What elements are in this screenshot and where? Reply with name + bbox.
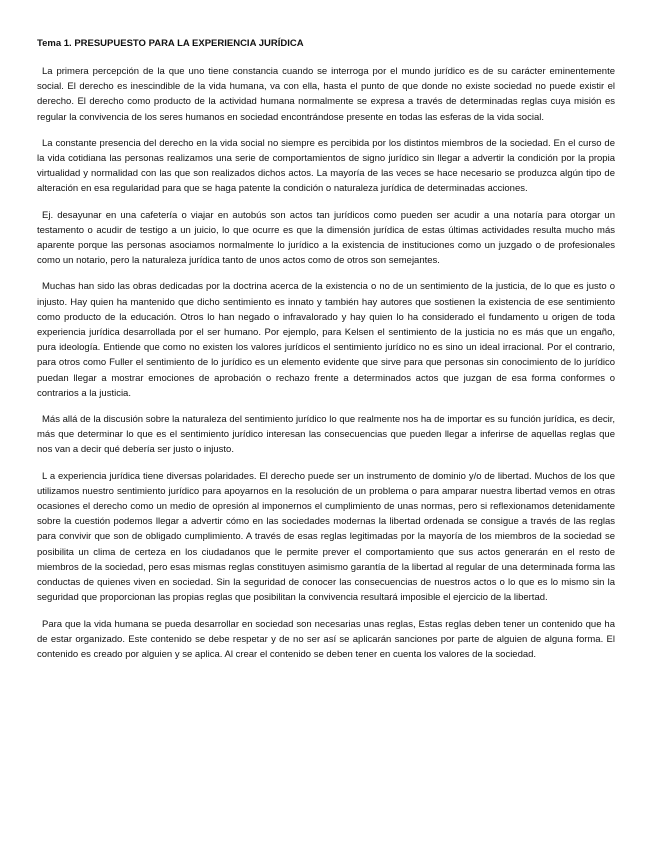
document-title: Tema 1. PRESUPUESTO PARA LA EXPERIENCIA JURÍDICA <box>37 38 304 49</box>
paragraph-7: Para que la vida humana se pueda desarrollar en sociedad son necesarias unas reglas, Estas reglas deben tener un contenido que ha de estar organizado. Este contenido se debe respetar y de no ser así se aplicarán sanciones por parte de alguien de alguna forma. El contenido es creado por alguien y se aplica. Al crear el contenido se deben tener en cuenta los valores de la sociedad. <box>37 618 615 660</box>
document-page <box>37 36 615 673</box>
paragraph-2: La constante presencia del derecho en la vida social no siempre es percibida por los distintos miembros de la sociedad. En el curso de la vida cotidiana las personas realizamos una serie de comportamientos de signo jurídico sin llegar a advertir la condición por la propia virtualidad y normalidad con las que son realizados dichos actos. La mayoría de las veces se hace necesario se produzca algún tipo de alteración en esa regularidad para que se haga patente la condición o naturaleza jurídica de determinadas acciones. <box>37 137 615 195</box>
paragraph-5: Más allá de la discusión sobre la naturaleza del sentimiento jurídico lo que realmente nos ha de importar es su función jurídica, es decir, más que determinar lo que es el sentimiento jurídico interesan las consecuencias que pueden llegar a inferirse de aquellas reglas que nos van a decir qué debería ser justo o injusto. <box>37 414 615 456</box>
paragraph-3: Ej. desayunar en una cafetería o viajar en autobús son actos tan jurídicos como pueden ser acudir a una notaría para otorgar un testamento o acudir de testigo a un juicio, lo que ocurre es que la dimensión jurídica de estas últimas actividades resulta mucho más aparente porque las personas asociamos normalmente lo jurídico a la existencia de instituciones como un juzgado o de profesionales como un notario, pero la naturaleza jurídica tanto de unos actos como de otros son semejantes. <box>37 209 615 267</box>
paragraph-4: Muchas han sido las obras dedicadas por la doctrina acerca de la existencia o no de un sentimiento de la justicia, de lo que es justo o injusto. Hay quien ha mantenido que dicho sentimiento es innato y también hay autores que sostienen la existencia de ese sentimiento como producto de la educación. Otros lo han negado o infravalorado y hay quien lo ha considerado el fundamento u origen de toda experiencia jurídica desarrollada por el ser humano. Por ejemplo, para Kelsen el sentimiento de la justicia no es más que un engaño, pura ideología. Entiende que como no existen los valores jurídicos el sentimiento jurídico no es sino un ideal irracional. Por el contrario, para otros como Fuller el sentimiento de lo jurídico es un elemento evidente que sirve para que personas sin conocimiento de lo jurídico puedan llegar a mostrar emociones de aprobación o rechazo frente a determinados actos que juzgan de esa forma conformes o contrarios a la justicia. <box>37 281 615 399</box>
paragraph-1: La primera percepción de la que uno tiene constancia cuando se interroga por el mundo jurídico es de su carácter eminentemente social. El derecho es inescindible de la vida humana, va con ella, hasta el punto de que donde no existe sociedad no puede existir el derecho. El derecho como producto de la actividad humana normalmente se expresa a través de determinadas reglas cuya misión es regular la convivencia de los seres humanos en sociedad encontrándose presente en todas las esferas de la vida social. <box>37 66 615 123</box>
paragraph-6: L a experiencia jurídica tiene diversas polaridades. El derecho puede ser un instrumento de dominio y/o de libertad. Muchos de los que utilizamos nuestro sentimiento jurídico para apoyarnos en la resolución de un problema o para amparar nuestra libertad vemos en otras ocasiones el derecho como un medio de opresión al imponernos el cumplimiento de unas normas, pero si reflexionamos detenidamente sobre la cuestión podemos llegar a advertir cómo en las sociedades modernas la libertad ordenada se consigue a través de las reglas para convivir que son de obligado cumplimiento. A través de esas reglas legitimadas por la mayoría de los miembros de la sociedad se posibilita un clima de certeza en los ciudadanos que le permite prever el comportamiento que sus actos generarán en el resto de miembros de la sociedad, pero esas mismas reglas constituyen asimismo garantía de la libertad al regular de una determinada forma las conductas de quienes viven en sociedad. Sin la seguridad de conocer las consecuencias de nuestros actos o lo que es lo mismo sin la seguridad que proporcionan las propias reglas que posibilitan la convivencia resultará imposible el ejercicio de la libertad. <box>37 470 615 604</box>
